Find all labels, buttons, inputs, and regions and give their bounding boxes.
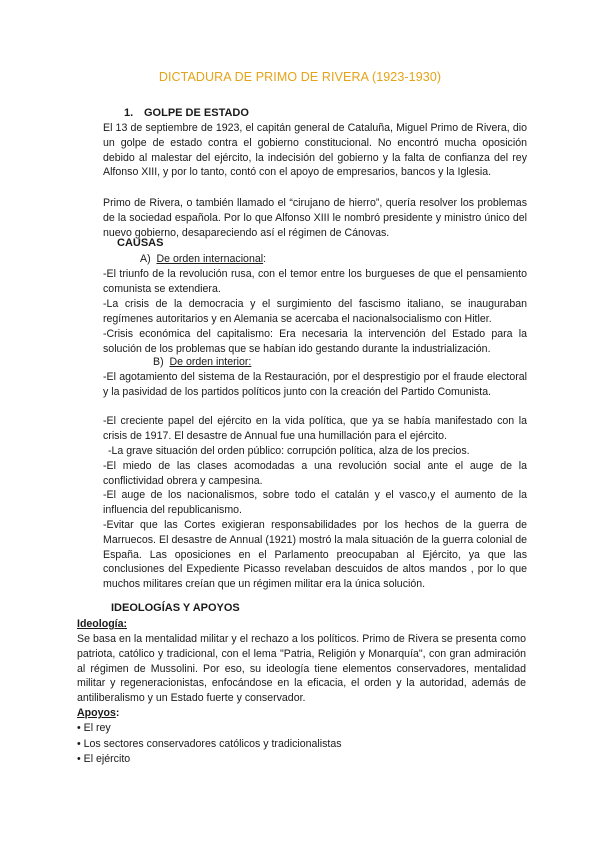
ideologias-heading: IDEOLOGÍAS Y APOYOS [111,602,240,614]
subheading-colon: : [263,253,267,265]
causa-interior-5: -El auge de los nacionalismos, sobre todo el catalán y el vasco,y el aumento de la influencia del republicanismo. [103,489,527,516]
subheading-interior [153,355,251,370]
causa-internacional-3: -Crisis económica del capitalismo: Era necesaria la intervención del Estado para la solución de los problemas que se habían ido gestando durante la industrialización. [103,328,527,355]
causa-interior-2: -El creciente papel del ejército en la vida política, que ya se había manifestado con la crisis de 1917. El desastre de Annual fue una humillación para el ejército. [103,415,527,442]
subheading-internacional [140,252,266,267]
subheading-label: De orden interior: [169,356,252,368]
subheading-letter: B) [153,356,164,368]
apoyos-label-text: Apoyos [77,707,116,719]
list-item: • El ejército [77,753,131,766]
list-item: • El rey [77,722,111,734]
section-heading-golpe [124,107,249,119]
list-item: • Los sectores conservadores católicos y tradicionalistas [77,737,342,750]
golpe-paragraph-2: Primo de Rivera, o también llamado el “cirujano de hierro”, quería resolver los problemas de la sociedad española. Por lo que Alfonso XIII le nombró presidente y ministro único del nuevo gobierno, desapareciendo así el régimen de Cánovas. [103,197,527,239]
causa-internacional-2: -La crisis de la democracia y el surgimiento del fascismo italiano, se inauguraban regímenes autoritarios y en Alemania se acercaba el nacionalsocialismo con Hitler. [103,298,527,325]
causa-interior-6: -Evitar que las Cortes exigieran responsabilidades por los hechos de la guerra de Marruecos. El desastre de Annual (1921) mostró la mala situación de la guerra colonial de España. Las oposiciones en el Parlamento preocupaban al Ejército, ya que las conclusiones del Expediente Picasso revelaban descuidos de altos mandos , por lo que muchos militares creían que un régimen militar era la única solución. [103,519,527,591]
apoyos-list [77,721,342,768]
causa-interior-4: -El miedo de las clases acomodadas a una revolución social ante el auge de la conflictividad obrera y campesina. [103,460,527,487]
section-number: 1. [124,107,134,119]
document-title: DICTADURA DE PRIMO DE RIVERA (1923-1930) [158,70,442,84]
subheading-label: De orden internacional [156,253,264,265]
ideologia-label: Ideología: [77,618,128,630]
golpe-paragraph-1: El 13 de septiembre de 1923, el capitán general de Cataluña, Miguel Primo de Rivera, dio un golpe de estado contra el gobierno constitucional. No encontró mucha oposición debido al malestar del ejército, la indecisión del gobierno y la falta de confianza del rey Alfonso XIII, y por lo tanto, contó con el apoyo de empresarios, bancos y la Iglesia. [103,122,527,179]
causa-interior-1: -El agotamiento del sistema de la Restauración, por el desprestigio por el fraude electoral y la pasividad de los partidos políticos junto con la creación del Partido Comunista. [103,371,527,398]
section-heading-text: GOLPE DE ESTADO [144,107,249,119]
causa-internacional-1: -El triunfo de la revolución rusa, con el temor entre los burgueses de que el pensamiento comunista se extendiera. [103,268,527,295]
causa-interior-3: -La grave situación del orden público: corrupción política, alza de los precios. [108,445,470,457]
causas-heading: CAUSAS [117,237,164,249]
apoyos-label [77,707,119,719]
subheading-letter: A) [140,253,151,265]
apoyos-colon: : [115,707,120,719]
ideologia-paragraph: Se basa en la mentalidad militar y el rechazo a los políticos. Primo de Rivera se presenta como patriota, católico y tradicional, con el lema "Patria, Religión y Monarquía", con gran admiración al régimen de Mussolini. Por eso, su ideología tiene elementos conservadores, mentalidad militar y regeneracionistas, enfocándose en la eficacia, el orden y la autoridad, además de antiliberalismo y un Estado fuerte y conservador. [77,633,526,705]
